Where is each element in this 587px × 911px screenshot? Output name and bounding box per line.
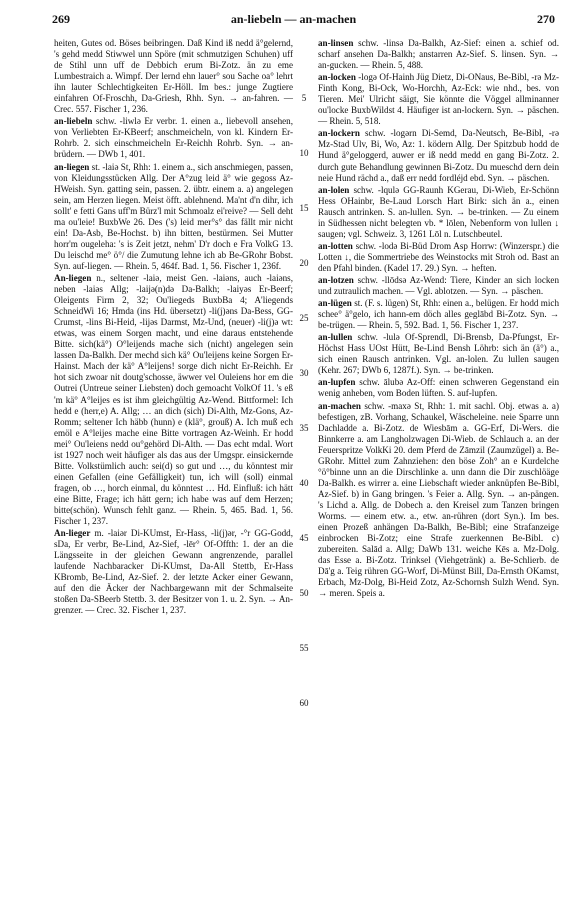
entry-text: n., seltener -laiə, meist Gen. -laiəns, auch -laiəns, neben -laiəs Allg; -laijə(n)də Da-Balkh; -laiyəs Er-Beerf; Oleigents Firm 2, 32; Ou'liegeds BuxbBa 4; A'liegends SchneidWi 16; Hmda (ins Hd. übersetzt) -li(j)əns Da-Bess, GG-Crumst, -lins Bi-Heid, -lijəs Darmst, Mz-Und, (neuer) -li(j)ə wt: etwas, was einem Sorgen macht, und eine daraus entstehende Bitte. sich(kä°) O°leijends mache sich (nicht) angelegen sein lassen Da-Balkh. Der mechd sich kä° Ou'leijens keine Sorgen Er-Hainst. Mach der kä° A°leijens! sorge dich nicht Er-Reichh. Er hot sich zwoar nit doutg'schosse, äwwer vel Ouleiens hor em die Outrei (Untreue seiner Liebsten) doch gemoacht VolkOf 11. 's eß 'm kä° A°leijes es ist ihm gleichgültig Az-Wend. Bittformel: Ich hedd e (herr,e) A. Allg; … an dich (sich) Di-Alth, Mz-Gons, Az-Romm; seltener Ich häbb (hunn) e (klä°, grouß) A. Ich muß ech emöl e A°leijes mache eine Bitte vortragen Az-Weinh. Er hodd mei° Ou'leiens nedd ou°gehörd Di-Alth. — Das echt mdal. Wort ist 1927 noch weit häufiger als das aus der Umgspr. einsickernde Bitte. Volkstümlich auch: sei(d) so gut und …, du könntest mir einen Gefallen (eine Gefälligkeit) tun, ich will (soll) einmal fragen, ob …, horch einmal, du könntest … Hd. Einfluß: ich hätt eine Bitte, Frage; ich hätt gern; ich habe was auf dem Herzen; bitte(schön). Wunsch fehlt ganz. — Rhein. 5, 465. Bad. 1, 56. Fischer 1, 237. xyxy=(54,272,293,527)
entry-headword: an-lockern xyxy=(318,128,360,139)
header-title: an-liebeln — an-machen xyxy=(230,12,357,26)
entry-text: st. -laiə St, Rhh: 1. einem a., sich anschmiegen, passen, von Kleidungsstücken Allg. Der A°zug leid ä° wie gegoss Az-HWeish. Syn. gatting sein, passen. 2. übtr. einem a. a) angelegen sein, am Herzen liegen. Meist öfft. ablehnend. Ma'nt d'n dihr, ich sollt' e fetti Gans uff'm Bürz'l mit Schmoalz ei'reive? — Sell deht ma ou'leie! BuxbWe 26. Des ('s) leid mer°s° das fällt mir nicht ein! Da-Asb, Be-Hochst. b) ihn bitten, bestürmen. Sei Mutter horr'm ougeleha: 's is Zeit jetzt, nehm' D'r doch e Fra VolkG 13. Du leischd me° ö°/ die Zumutung lehne ich ab Be-GRohr Bobst. Syn. auf-liegen. — Rhein. 5, 464f. Bad. 1, 56. Fischer 1, 236f. xyxy=(54,161,293,271)
entry-headword: an-lolen xyxy=(318,184,350,195)
line-number: 25 xyxy=(299,313,309,323)
entry-text: st. (F. s. lügen) St, Rhh: einen a., belügen. Er hodd mich schee° ä°gelo, ich hann-em döch alles geglābd Bi-Zotz. Syn. → be-trügen. — Rhein. 5, 592. Bad. 1, 56. Fischer 1, 237. xyxy=(318,298,559,331)
dictionary-entry xyxy=(318,128,559,183)
entry-headword: An-liegen xyxy=(54,272,92,283)
page-number-right: 270 xyxy=(537,12,555,26)
dictionary-entry xyxy=(54,162,293,272)
entry-headword: an-lotzen xyxy=(318,274,354,285)
dictionary-entry xyxy=(318,38,559,71)
entry-headword: an-lullen xyxy=(318,332,353,343)
dictionary-entry xyxy=(54,273,293,527)
line-number: 40 xyxy=(299,478,309,488)
line-number: 45 xyxy=(299,533,309,543)
entry-text: schw. -lqulə GG-Raunh KGerau, Di-Wieb, Er-Schönn Hess OHainbr, Be-Laud Lorsch Hart Birk: sich än a., einen Rausch antrinken. S. an-lullen. Syn. → be-trinken. — Zu einem in Südhessen nicht belegten vb. * lōlen, Nebenform von lullen ↓ saugen; vgl. Schweiz. 3, 1261 Lōl n. Lutschbeutel. xyxy=(318,184,559,239)
entry-text: schw. -lodə Bi-Büd Drom Asp Horrw: (Winzerspr.) die Lotten ↓, die Sommertriebe des Weinstocks mit Stroh od. Bast an den Pfahl binden. (Kadel 17. 29.) Syn. → heften. xyxy=(318,240,559,273)
line-number: 50 xyxy=(299,588,309,598)
entry-text: schw. ālubə Az-Off: einen schweren Gegenstand ein wenig anheben, vom Boden lüften. S. auf-lupfen. xyxy=(318,377,559,399)
line-number: 15 xyxy=(299,203,309,213)
page-number-left: 269 xyxy=(52,12,70,26)
right-column xyxy=(318,38,559,600)
entry-headword: an-linsen xyxy=(318,38,354,48)
entry-text: schw. -lulə Of-Sprendl, Di-Brensb, Da-Pfungst, Er-Höchst Hass UOst Hütt, Be-Lind Bensh Löhrb: sich än (ä°) a., sich einen Rausch antrinken. Vgl. an-lolen. Zu lullen saugen (Kehr. 267; DWb 6, 1287f.). Syn. → be-trinken. xyxy=(318,332,559,376)
entry-text: schw. -logərn Di-Semd, Da-Neutsch, Be-Bibl, -rə Mz-Stad Ulv, Bi, Wo, Az: 1. ködern Allg. Der Spitzbub hodd de Hund ä°geloggerd, auwer er iß nedd medd en gang Bi-Zotz. 2. durch gute Behandlung gewinnen Bi-Zotz. Du mueschd dern dein neie Hund rächd a., daß err nedd fordléjd ebd. Syn. → päschen. xyxy=(318,128,559,183)
entry-headword: an-lotten xyxy=(318,240,353,251)
dictionary-entry xyxy=(318,401,559,600)
entry-headword: an-locken xyxy=(318,72,356,83)
line-number: 55 xyxy=(299,643,309,653)
entry-headword: an-lupfen xyxy=(318,377,356,388)
entry-text: schw. -llōdsə Az-Wend: Tiere, Kinder an sich locken und zutraulich machen. — Vgl. ablotzen. — Syn. → päschen. xyxy=(318,274,559,297)
entry-text: heiten, Gutes od. Böses beibringen. Daß Kind iß nedd ä°gelernd, 's gehd medd Stiwwel unn Spöre (mit schmutzigen Schuhen) uff de Stihl unn uff de Debbich erum Bi-Zotz. än zu eme Lumbestraich a. Wimpf. Der lernd ehn lauer° sou Sache oa° lehrt ihn lauter Schlechtigkeiten Er-Höll. Im bes.: junge Zugtiere einfahren Of-Froschh, Da-Griesh, Rhh. Syn. → an-fahren. — Crec. 557. Fischer 1, 236. xyxy=(54,38,293,115)
entry-text: -logə Of-Hainh Jüg Dietz, Di-ONaus, Be-Bibl, -rə Mz-Finth Kong, Bi-Ock, Wo-Horchh, Az-Eck: wie nhd., bes. von Tieren. Mei' Ulricht säigt, Sie könnte die Vöggel allminanner ou'locke BuxbWildst 4. Häufiger ist an-lockern. Syn. → päschen. — Rhein. 5, 518. xyxy=(318,72,559,127)
line-number: 10 xyxy=(299,148,309,158)
line-number: 35 xyxy=(299,423,309,433)
entry-text: schw. -liwlə Er verbr. 1. einen a., liebevoll ansehen, von Verliebten Er-KBeerf; anschmeicheln, von kl. Kindern Er-Rohrb. 2. sich einschmeicheln Er-Reichh Rohrb. Syn. → an-brüdern. — DWb 1, 401. xyxy=(54,116,293,160)
dictionary-entry xyxy=(318,185,559,240)
dictionary-entry xyxy=(54,38,293,115)
dictionary-entry xyxy=(318,377,559,399)
dictionary-entry xyxy=(54,528,293,616)
dictionary-entry xyxy=(318,332,559,376)
line-number: 20 xyxy=(299,258,309,268)
entry-headword: an-liegen xyxy=(54,161,90,172)
line-number: 5 xyxy=(301,93,307,103)
entry-headword: an-lügen xyxy=(318,298,352,309)
entry-headword: an-liebeln xyxy=(54,116,93,127)
dictionary-entry xyxy=(318,298,559,331)
entry-text: m. -laiər Di-KUmst, Er-Hass, -li(j)ər, -°r GG-Godd, sDa, Er verbr, Be-Lind, Az-Sief, -lēr° Of-Offth: 1. der an die Längsseite in der gleichen Gewann angrenzende, parallel laufende Nachbaracker Di-KUmst, Da-All Stettb, Er-Hass KBromb, Be-Lind, Az-Sief. 2. der letzte Acker einer Gewann, auf den die Äcker der Nachbargewann mit der Schmalseite stoßen Da-SBeerb Stettb. 3. der Besitzer von 1. u. 2. Syn. → An-grenzer. — Crec. 32. Fischer 1, 237. xyxy=(54,528,293,616)
dictionary-entry xyxy=(318,241,559,274)
entry-headword: an-machen xyxy=(318,400,361,411)
running-header xyxy=(0,12,587,28)
left-column xyxy=(54,38,293,617)
entry-headword: An-lieger xyxy=(54,528,91,539)
line-number: 30 xyxy=(299,368,309,378)
entry-text: schw. -maxə St, Rhh: 1. mit sachl. Obj. etwas a. a) befestigen, zB. Vorhang, Schaukel, Wäscheleine. neie Sparre unn Dachladde a. Bi-Zotz. de Wiesbām a. GG-Erf, Di-Wers. die Binnkerre a. am Langholzwagen Di-Wieb. de Schlauch a. an der Feuerspritze VolkKi 20. dem Pferd de Zāmzil (Zaumzügel) a. Be-GRohr. Mittel zum Zahnziehen: den böse Zoh° an e Kurdelche °ö°binne unn an die Dirschlinke a. unn dann die Dir zuschlöäge Da-Balkh. es wirrer a. eine Liebschaft wieder anknüpfen Be-Bibl, Az-Sief. b) in Gang bringen. 's Feier a. Allg. Syn. → an-pängen. 's Lichd a. Allg. de Dobech a. den Kreisel zum Tanzen bringen Worms. — einem etw. a., etw. an-rühren (dort Syn.). Im bes. einen Prozeß anhängen Da-Balkh, Be-Bibl; eine Strafanzeige einbrocken Bi-Zotz; eine Strafe zuerkennen Be-Bibl. c) zubereiten. Salād a. Allg; DaWb 131. weiche Kēs a. Mz-Dolg. das Esse a. Bi-Zotz. Trinksel (Viehgetränk) a. Be-Schlierb. de Dā'g a. Teig rühren GG-Worf, Di-Münst Bill, Da-Ernsth OKamst, Erbach, Mz-Dolg, Bi-Heid Zotz, Az-Schornsh Sulzh Wend. Syn. → meren. Speis a. xyxy=(318,400,559,599)
line-number: 60 xyxy=(299,698,309,708)
dictionary-entry xyxy=(318,275,559,297)
dictionary-entry xyxy=(54,116,293,160)
entry-text: schw. -linsə Da-Balkh, Az-Sief: einen a. schief od. scharf ansehen Da-Balkh; anstarren Az-Sief. S. linsen. Syn. → an-gucken. — Rhein. 5, 488. xyxy=(318,38,559,71)
dictionary-entry xyxy=(318,72,559,127)
